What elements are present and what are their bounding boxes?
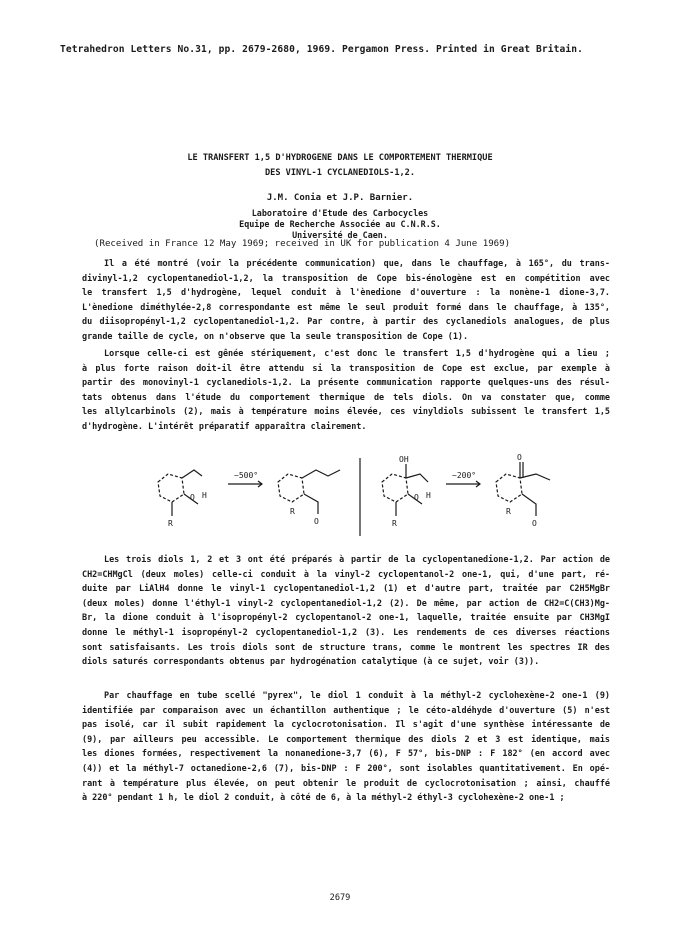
text-line: Les trois diols 1, 2 et 3 ont été préparés à partir de la cyclopentanedione-1,2. Par action de: [104, 554, 610, 564]
text-line: à plus forte raison doit-il être attendu si la transposition de Cope est exclue, par exemple à: [82, 362, 610, 373]
text-line: le transfert 1,5 d'hydrogène, lequel conduit à l'ènedione d'ouverture : la nonène-1 dione-3,7.: [82, 287, 610, 298]
paragraph-4: [82, 688, 610, 805]
text-line: partir des monovinyl-1 cyclanediols-1,2. La présente communication rapporte quelques-uns des résul-: [82, 377, 610, 388]
text-line: pas isolé, car il subit rapidement la cyclocrotonisation. Il s'agit d'une synthèse intéressante de: [82, 719, 610, 730]
carbonyl-label-2: O: [314, 517, 319, 526]
received-dates: (Received in France 12 May 1969; received in UK for publication 4 June 1969): [94, 239, 511, 249]
arrow-1-label: ~500°: [234, 471, 259, 480]
hydrogen-label-1: H: [202, 491, 207, 500]
text-line: d'hydrogène. L'intérêt préparatif apparaîtra clairement.: [82, 420, 367, 431]
journal-citation: Tetrahedron Letters No.31, pp. 2679-2680, 1969. Pergamon Press. Printed in Great Britain.: [60, 44, 583, 55]
r-group-label-3: R: [392, 519, 397, 528]
carbonyl-label: O: [517, 453, 522, 462]
authors: J.M. Conia et J.P. Barnier.: [266, 193, 414, 203]
text-line: les diones formées, respectivement la nonanedione-3,7 (6), F 57°, bis-DNP : F 182° (en accord avec: [82, 748, 610, 759]
paragraph-3: [82, 552, 610, 669]
text-line: Lorsque celle-ci est gênée stériquement, c'est donc le transfert 1,5 d'hydrogène qui a lieu ;: [104, 348, 610, 358]
text-line: Br, la dione conduit à l'isopropényl-2 cyclopentanol-2 one-1, laquelle, traitée ensuite par CH3MgI: [82, 612, 610, 623]
text-line: grande taille de cycle, on n'observe que la seule transposition de Cope (1).: [82, 330, 469, 341]
text-line: (deux moles) donne l'éthyl-1 vinyl-2 cyclopentanediol-1,2 (2). De même, par action de CH2=C(CH3)Mg-: [82, 597, 610, 608]
text-line: CH2=CHMgCl (deux moles) celle-ci conduit à la vinyl-2 cyclopentanol-2 one-1, qui, d'une part, ré-: [82, 568, 610, 579]
affiliation-team: Equipe de Recherche Associée au C.N.R.S.: [239, 219, 441, 229]
text-line: identifiée par comparaison avec un échantillon authentique ; le céto-aldéhyde d'ouverture (5) n'est: [82, 704, 610, 715]
text-line: (9), par ailleurs peu accessible. Le comportement thermique des diols 2 et 3 est identique, mais: [82, 733, 610, 744]
paragraph-1: [82, 256, 610, 344]
r-group-label-2: R: [290, 507, 295, 516]
page-number: 2679: [329, 893, 351, 903]
text-line: à 220° pendant 1 h, le diol 2 conduit, à côté de 6, à la méthyl-2 éthyl-3 cyclohexène-2 one-1 ;: [82, 792, 565, 803]
text-line: tats obtenus dans l'étude du comportement thermique de tels diols. On va constater que, comme: [82, 391, 610, 402]
text-line: les allylcarbinols (2), mais à température moins élevée, ces vinyldiols subissent le transfert 1,5: [82, 406, 610, 417]
affiliation-lab: Laboratoire d'Etude des Carbocycles: [251, 208, 429, 218]
oxygen-label-1: O: [190, 493, 195, 502]
carbonyl-label-4: O: [532, 519, 537, 528]
text-line: L'ènedione diméthylée-2,8 correspondante est même le seul produit formé dans le chauffage, à 135°,: [82, 301, 610, 312]
arrow-2-label: ~200°: [452, 471, 477, 480]
reaction-scheme: [150, 452, 570, 542]
text-line: (4)) et la méthyl-7 octanedione-2,6 (7), bis-DNP : F 200°, sont isolables quantitativement. En opé-: [82, 762, 610, 773]
text-line: divinyl-1,2 cyclopentanediol-1,2, la transposition de Cope bis-énologène est en compétition avec: [82, 272, 610, 283]
text-line: Il a été montré (voir la précédente communication) que, dans le chauffage, à 165°, du trans-: [104, 258, 610, 268]
text-line: du diisopropényl-1,2 cyclopentanediol-1,2. Par contre, à partir des cyclanediols analogues, de plus: [82, 316, 610, 327]
title-line-2: DES VINYL-1 CYCLANEDIOLS-1,2.: [264, 168, 416, 178]
text-line: duite par LiAlH4 donne le vinyl-1 cyclopentanediol-1,2 (1) et d'autre part, traitée par C2H5MgBr: [82, 583, 610, 594]
text-line: Par chauffage en tube scellé "pyrex", le diol 1 conduit à la méthyl-2 cyclohexène-2 one-1 (9): [104, 690, 610, 700]
hydroxyl-label: OH: [399, 455, 409, 464]
r-group-label-1: R: [168, 519, 173, 528]
oxygen-label-3: O: [414, 493, 419, 502]
hydrogen-label-3: H: [426, 491, 431, 500]
text-line: sont satisfaisants. Les trois diols sont de structure trans, comme le montrent les spectres IR des: [82, 641, 610, 652]
r-group-label-4: R: [506, 507, 511, 516]
title-line-1: LE TRANSFERT 1,5 D'HYDROGENE DANS LE COMPORTEMENT THERMIQUE: [187, 153, 493, 163]
text-line: diols saturés correspondants obtenus par hydrogénation catalytique (à ce sujet, voir (3)).: [82, 656, 540, 667]
reaction-scheme-drawing: [150, 452, 570, 542]
text-line: donne le méthyl-1 isopropényl-2 cyclopentanediol-1,2 (3). Les rendements de ces diverses réactions: [82, 626, 610, 637]
text-line: rant à température plus élevée, on peut obtenir le produit de cyclocrotonisation ; ainsi, chauffé: [82, 777, 610, 788]
affiliation-university: Université de Caen.: [292, 230, 388, 240]
paragraph-2: [82, 346, 610, 434]
